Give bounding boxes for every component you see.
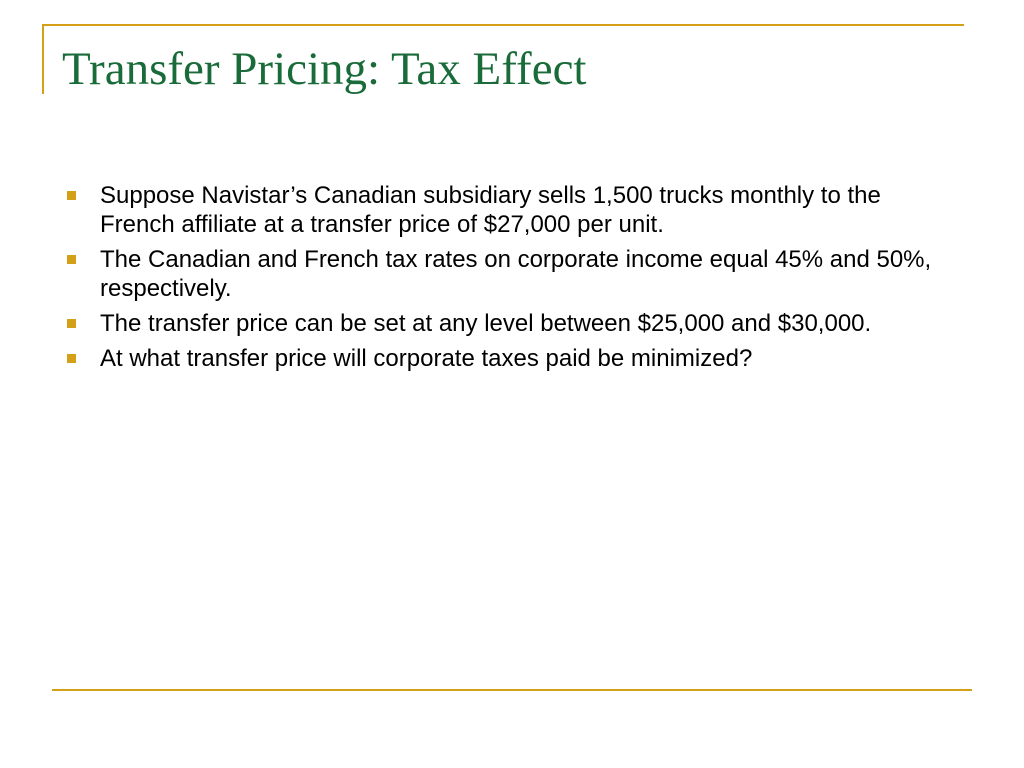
- bullet-item: [62, 181, 942, 239]
- bullet-item: [62, 344, 942, 373]
- slide-title: Transfer Pricing: Tax Effect: [62, 43, 587, 95]
- bullet-text: The transfer price can be set at any level between $25,000 and $30,000.: [100, 310, 872, 337]
- bullet-text: Suppose Navistar’s Canadian subsidiary sells 1,500 trucks monthly to the French affiliate at a transfer price of $27,000 per unit.: [100, 182, 881, 238]
- bottom-rule: [52, 689, 972, 691]
- square-bullet-icon: [67, 319, 76, 328]
- left-rule: [42, 24, 44, 94]
- top-rule: [42, 24, 964, 26]
- bullet-text: The Canadian and French tax rates on corporate income equal 45% and 50%, respectively.: [100, 246, 932, 302]
- square-bullet-icon: [67, 255, 76, 264]
- bullet-item: [62, 309, 942, 338]
- square-bullet-icon: [67, 191, 76, 200]
- bullet-item: [62, 245, 942, 303]
- square-bullet-icon: [67, 354, 76, 363]
- bullet-text: At what transfer price will corporate taxes paid be minimized?: [100, 345, 753, 372]
- bullet-list: [62, 181, 942, 379]
